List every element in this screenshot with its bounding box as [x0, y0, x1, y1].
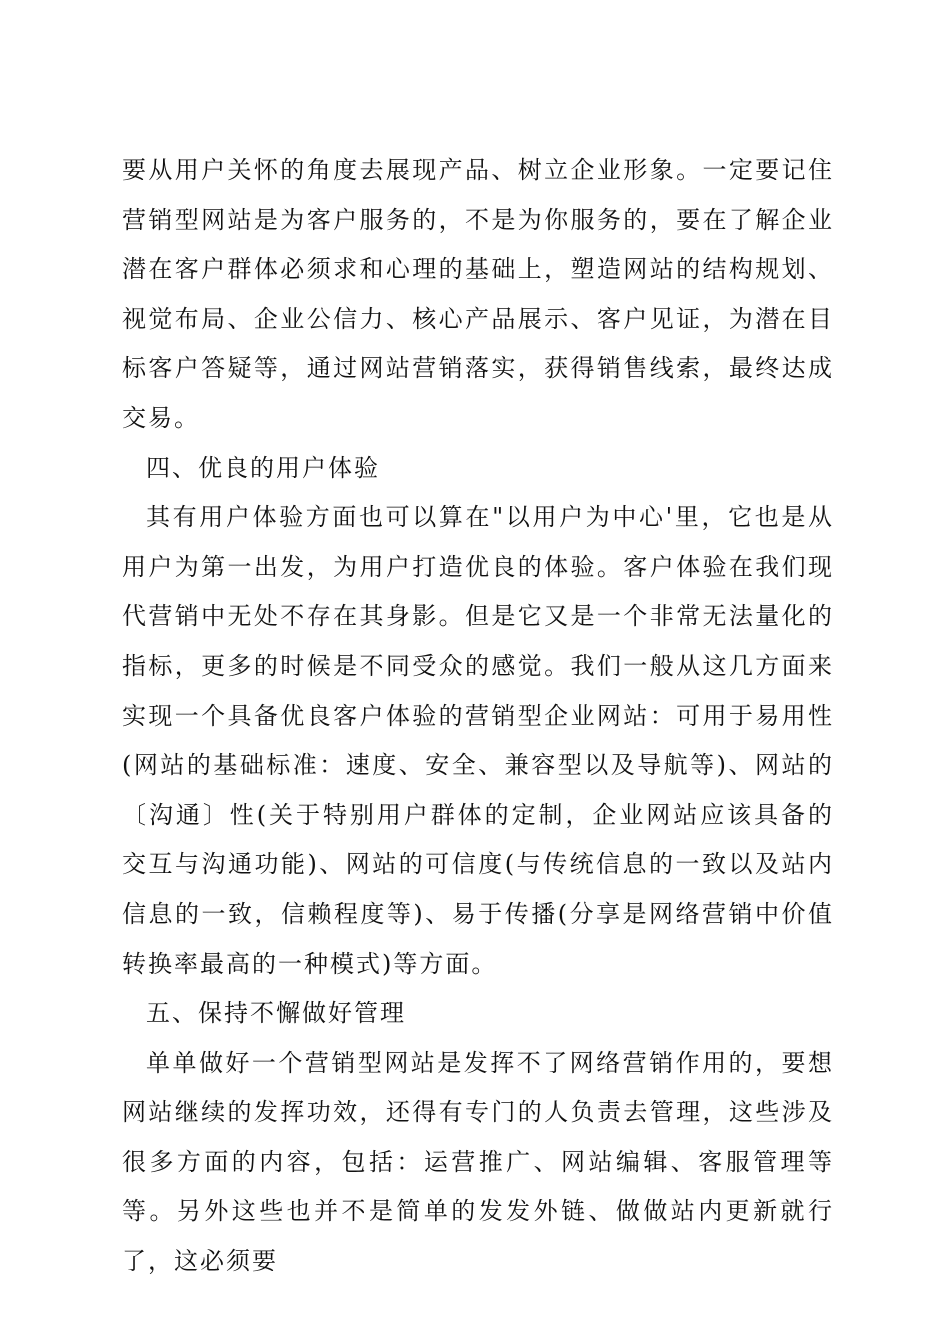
document-body — [122, 146, 834, 1287]
paragraph-user-experience: 其有用户体验方面也可以算在"以用户为中心'里，它也是从用户为第一出发，为用户打造优良的体验。客户体验在我们现代营销中无处不存在其身影。但是它又是一个非常无法量化的指标，更多的时候是不同受众的感觉。我们一般从这几方面来实现一个具备优良客户体验的营销型企业网站：可用于易用性(网站的基础标准：速度、安全、兼容型以及导航等)、网站的〔沟通〕性(关于特别用户群体的定制，企业网站应该具备的交互与沟通功能)、网站的可信度(与传统信息的一致以及站内信息的一致，信赖程度等)、易于传播(分享是网络营销中价值转换率最高的一种模式)等方面。 — [122, 503, 834, 978]
paragraph-management: 单单做好一个营销型网站是发挥不了网络营销作用的，要想网站继续的发挥功效，还得有专门的人负责去管理，这些涉及很多方面的内容，包括：运营推广、网站编辑、客服管理等等。另外这些也并不是简单的发发外链、做做站内更新就行了，这必须要 — [122, 1048, 834, 1276]
section-heading-5: 五、保持不懈做好管理 — [146, 999, 406, 1028]
section-heading-4: 四、优良的用户体验 — [146, 453, 380, 482]
paragraph-continuation: 要从用户关怀的角度去展现产品、树立企业形象。一定要记住营销型网站是为客户服务的，不是为你服务的，要在了解企业潜在客户群体必须求和心理的基础上，塑造网站的结构规划、视觉布局、企业公信力、核心产品展示、客户见证，为潜在目标客户答疑等，通过网站营销落实，获得销售线索，最终达成交易。 — [122, 156, 834, 432]
